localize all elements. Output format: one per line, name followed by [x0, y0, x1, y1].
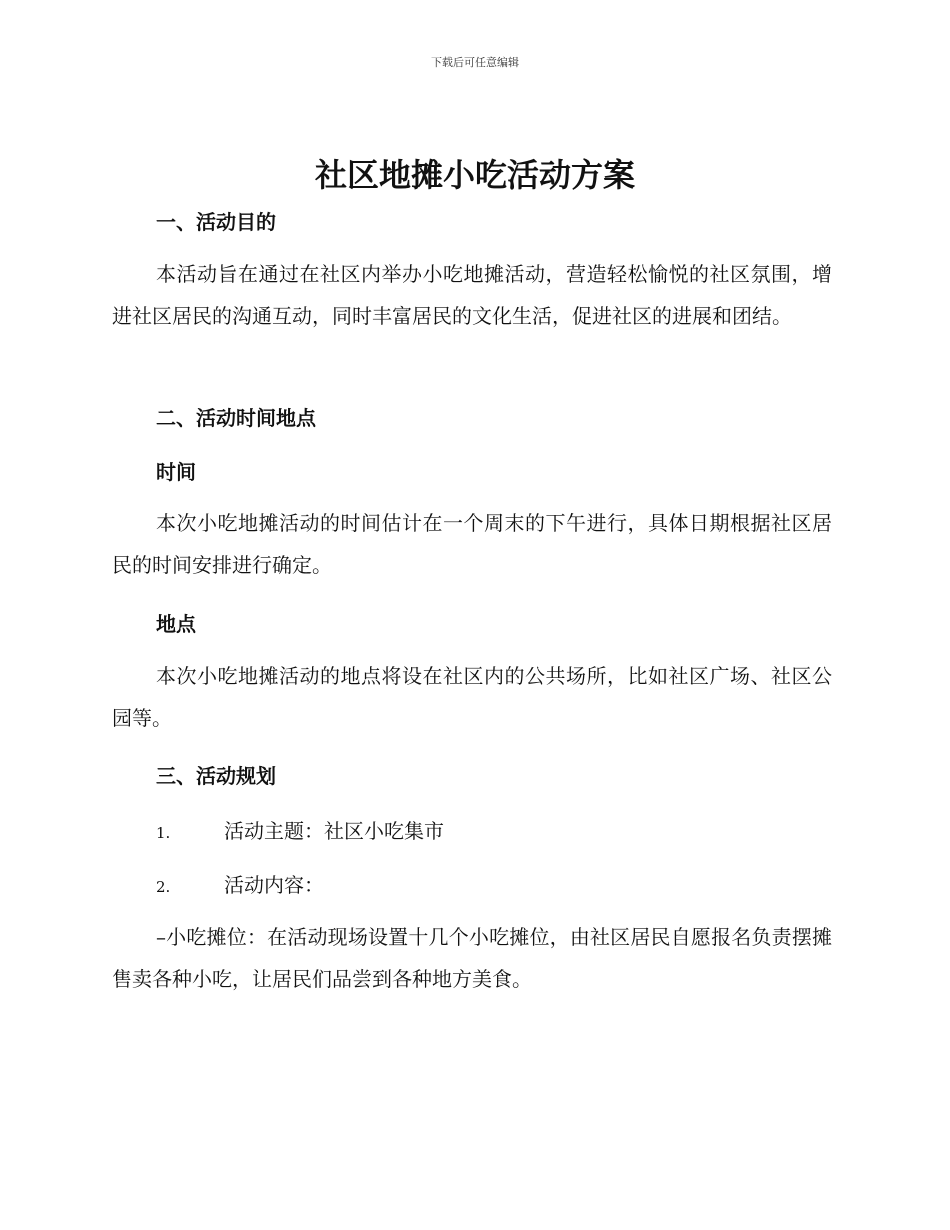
time-paragraph: 本次小吃地摊活动的时间估计在一个周末的下午进行，具体日期根据社区居民的时间安排进行确定。 [112, 511, 832, 577]
section-heading-time-place: 二、活动时间地点 [156, 406, 316, 430]
place-paragraph: 本次小吃地摊活动的地点将设在社区内的公共场所，比如社区广场、社区公园等。 [112, 664, 832, 730]
section-heading-plan: 三、活动规划 [156, 764, 276, 788]
document-title: 社区地摊小吃活动方案 [314, 156, 635, 194]
list-number: 1. [156, 824, 171, 842]
list-item-content [156, 869, 324, 898]
subheading-place: 地点 [156, 612, 196, 636]
stall-paragraph: –小吃摊位：在活动现场设置十几个小吃摊位，由社区居民自愿报名负责摆摊售卖各种小吃，让居民们品尝到各种地方美食。 [112, 925, 832, 991]
list-text: 活动主题：社区小吃集市 [224, 819, 444, 843]
list-number: 2. [156, 878, 171, 896]
header-note: 下载后可任意编辑 [431, 56, 519, 69]
subheading-time: 时间 [156, 460, 196, 484]
purpose-paragraph: 本活动旨在通过在社区内举办小吃地摊活动，营造轻松愉悦的社区氛围，增进社区居民的沟通互动，同时丰富居民的文化生活，促进社区的进展和团结。 [112, 262, 832, 328]
section-heading-purpose: 一、活动目的 [156, 210, 276, 234]
list-item-theme [156, 815, 444, 844]
list-text: 活动内容： [224, 873, 324, 897]
